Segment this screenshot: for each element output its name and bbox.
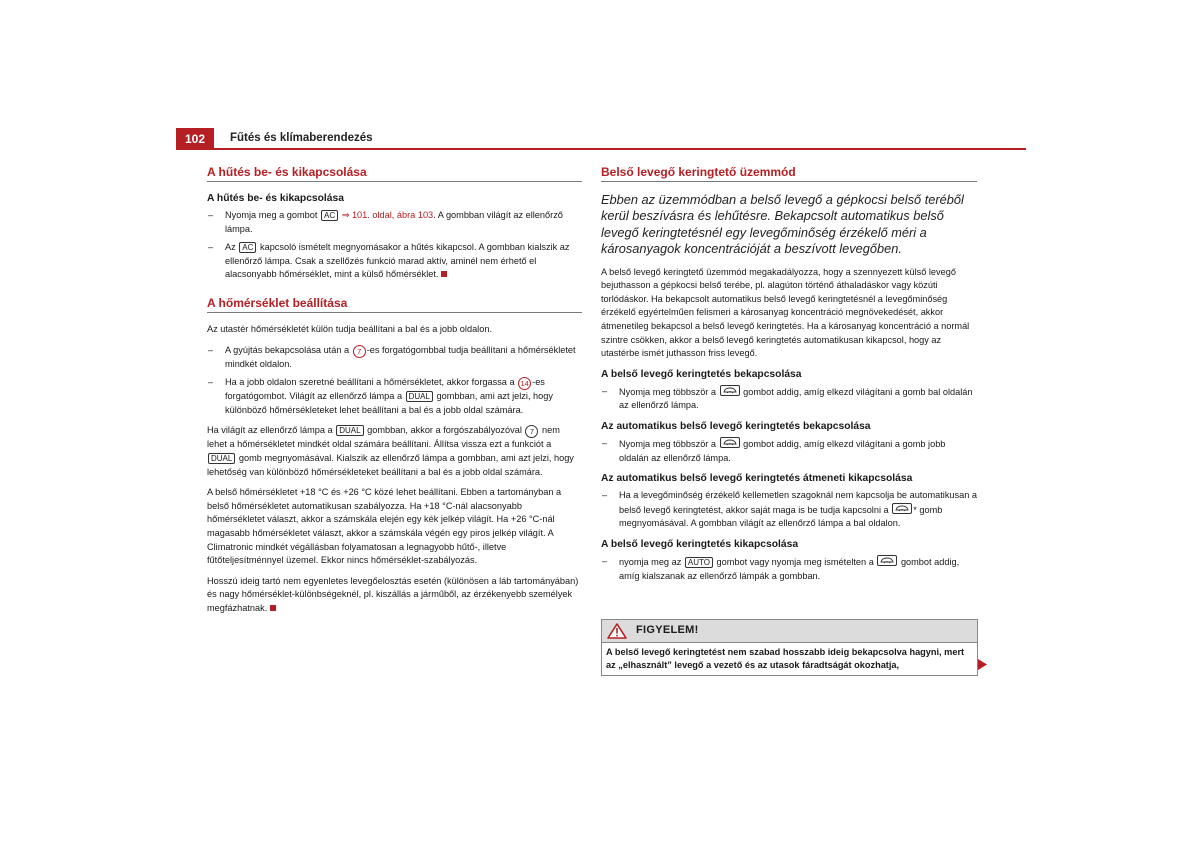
callout-number: 7 (353, 345, 366, 358)
warning-title: FIGYELEM! (636, 624, 699, 636)
subsection-title: Az automatikus belső levegő keringtetés bekapcsolása (601, 420, 871, 432)
temperature-steps (207, 344, 582, 418)
recirculation-key-icon (892, 503, 912, 514)
section-title-temperature: A hőmérséklet beállítása (207, 296, 582, 313)
section-end-marker (270, 605, 276, 611)
warning-box (601, 619, 978, 676)
subsection-title: Az automatikus belső levegő keringtetés átmeneti kikapcsolása (601, 473, 913, 485)
right-column (601, 165, 977, 590)
page-number: 102 (176, 128, 214, 148)
recirculation-key-icon (720, 437, 740, 448)
paragraph: Ha világít az ellenőrző lámpa a DUAL gombban, akkor a forgószabályozóval 7 nem lehet a hőmérsékletet mindkét oldal számára beállítani. Állítsa vissza ezt a funkciót a DUAL gomb megnyomásával. Kialszik az ellenőrző lámpa a gombban, ami azt jelzi, hogy lehetőség van különböző hőmérsékleteket beállítani a bal és a jobb oldal számára. (207, 425, 574, 477)
paragraph: A belső levegő keringtető üzemmód megakadályozza, hogy a szennyezett külső levegő bejuthasson a gépkocsi belső terébe, pl. alagúton történő áthaladáskor vagy közúti torlódáskor. Ha bekapcsolt automatikus belső levegő keringtetésnél a levegőminőség érzékelő egyértelműen felismeri a károsanyag koncentráció megnövekedését, akkor átmenetileg bekapcsol a belső levegő keringtetés. Ha a károsanyag koncentráció a normál szintre csökken, akkor a belső levegő keringtetés automatikusan kikapcsol, hogy az utastérbe ismét juthasson friss levegő. (601, 266, 970, 359)
list-item: – Nyomja meg többször a gombot addig, amíg elkezd világítani a gomb bal oldalán az ellenőrző lámpa. (601, 385, 977, 413)
section-end-marker (441, 271, 447, 277)
list-item: – A gyújtás bekapcsolása után a 7 -es forgatógombbal tudja beállítani a hőmérsékletet mindkét oldalon. (207, 344, 582, 372)
cooling-steps (207, 209, 582, 282)
list-item: – Ha a levegőminőség érzékelő kellemetlen szagoknál nem kapcsolja be automatikusan a belső levegő keringtetést, akkor saját maga is be tudja kapcsolni a * gomb megnyomásával. A gombban világít az ellenőrző lámpa a bal oldalon. (601, 489, 977, 531)
section-title-recirculation: Belső levegő keringtető üzemmód (601, 165, 977, 182)
paragraph: A belső hőmérsékletet +18 °C és +26 °C közé lehet beállítani. Ebben a tartományban a belső hőmérsékletet automatikusan szabályozza. Ha +18 °C-nál alacsonyabb hőmérsékletet választ, akkor a számskála elején egy kék jelkép világít. Ha +26 °C-nál magasabb hőmérsékletet választ, akkor a számskála végén egy piros jelkép világít. A Climatronic mindkét végállásban folyamatosan a legnagyobb hűtő-, illetve fűtőteljesítménnyel üzemel. Ekkor nincs hőmérséklet-szabályozás. (207, 487, 562, 566)
chapter-title: Fűtés és klímaberendezés (230, 132, 373, 144)
list-item: – Nyomja meg a gombot AC ⇒ 101. oldal, ábra 103. A gombban világít az ellenőrző lámpa. (207, 209, 582, 236)
list-item: – nyomja meg az AUTO gombot vagy nyomja meg ismételten a gombot addig, amíg kialszanak az ellenőrző lámpák a gombban. (601, 555, 977, 583)
dual-key-symbol: DUAL (208, 453, 235, 464)
callout-number: 7 (525, 425, 538, 438)
subsection-title: A belső levegő keringtetés bekapcsolása (601, 368, 802, 380)
auto-key-symbol: AUTO (685, 557, 713, 568)
section-title-cooling: A hűtés be- és kikapcsolása (207, 165, 582, 182)
callout-number: 14 (518, 377, 531, 390)
dual-key-symbol: DUAL (406, 391, 433, 402)
ac-key-symbol: AC (321, 210, 338, 221)
ac-key-symbol: AC (239, 242, 256, 253)
subsection-title: A belső levegő keringtetés kikapcsolása (601, 538, 799, 550)
continue-arrow-icon (978, 657, 987, 675)
dual-key-symbol: DUAL (336, 425, 363, 436)
list-item: – Az AC kapcsoló ismételt megnyomásakor a hűtés kikapcsol. A gombban kialszik az ellenőrző lámpa. Csak a szellőzés funkció marad aktív, aminél nem érhető el alacsonyabb hőmérséklet, mint a külső hőmérséklet. (207, 241, 582, 282)
paragraph: Az utastér hőmérsékletét külön tudja beállítani a bal és a jobb oldalon. (207, 323, 492, 334)
page-reference-link[interactable]: ⇒ 101. oldal, ábra 103 (341, 210, 434, 220)
left-column (207, 165, 582, 622)
list-item: – Nyomja meg többször a gombot addig, amíg elkezd világítani a gomb jobb oldalán az ellenőrző lámpa. (601, 437, 977, 465)
intro-paragraph: Ebben az üzemmódban a belső levegő a gépkocsi belső teréből kerül beszívásra és lehűtésre. Bekapcsolt automatikus belső levegő keringtetésnél egy levegőminőség érzékelő méri a károsanyagok koncentrációját a beszívott levegőben. (601, 192, 964, 257)
recirculation-key-icon (720, 385, 740, 396)
warning-header (602, 620, 977, 643)
warning-text: A belső levegő keringtetést nem szabad hosszabb ideig bekapcsolva hagyni, mert az „elhasznált” levegő a vezető és az utasok fáradtságát okozhatja, (606, 647, 965, 671)
list-item: – Ha a jobb oldalon szeretné beállítani a hőmérsékletet, akkor forgassa a 14 -es forgatógombot. Világít az ellenőrző lámpa a DUAL gombban, ami azt jelzi, hogy különböző hőmérsékleteket lehet beállítani a bal és a jobb oldal számára. (207, 376, 582, 417)
paragraph: Hosszú ideig tartó nem egyenletes levegőelosztás esetén (különösen a láb tartományában) és nagy hőmérséklet-különbségeknél, pl. kiszállás a járműből, az érzékenyebb személyek megfázhatnak. (207, 575, 579, 613)
warning-triangle-icon (607, 623, 627, 644)
subsection-title-cooling: A hűtés be- és kikapcsolása (207, 193, 344, 204)
recirculation-key-icon (877, 555, 897, 566)
page-header (176, 128, 1026, 150)
